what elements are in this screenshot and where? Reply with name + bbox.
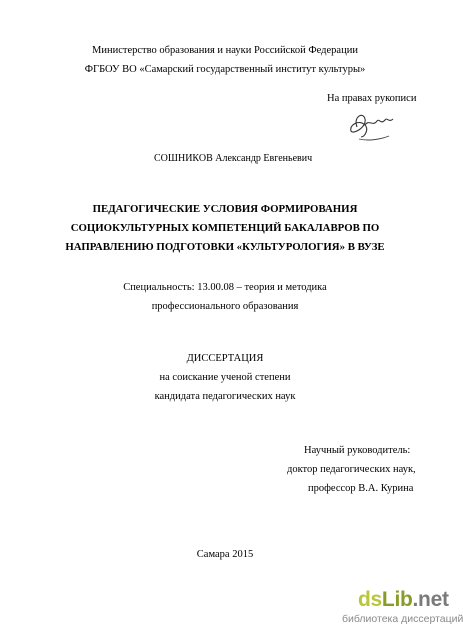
supervisor-degree: доктор педагогических наук, — [287, 464, 416, 475]
supervisor-label: Научный руководитель: — [304, 445, 411, 456]
logo-part-net: .net — [412, 588, 449, 611]
dissertation-heading: ДИССЕРТАЦИЯ — [186, 353, 264, 364]
watermark-subtitle: библиотека диссертаций — [342, 613, 463, 625]
dissertation-line-2: кандидата педагогических наук — [154, 391, 296, 402]
ministry-line: Министерство образования и науки Российской Федерации — [92, 45, 358, 56]
title-line-1: ПЕДАГОГИЧЕСКИЕ УСЛОВИЯ ФОРМИРОВАНИЯ — [92, 203, 358, 215]
manuscript-note: На правах рукописи — [327, 93, 417, 104]
title-line-2: СОЦИОКУЛЬТУРНЫХ КОМПЕТЕНЦИЙ БАКАЛАВРОВ ПО — [70, 222, 380, 234]
title-line-3: НАПРАВЛЕНИЮ ПОДГОТОВКИ «КУЛЬТУРОЛОГИЯ» В ВУЗЕ — [65, 241, 385, 253]
signature-icon — [343, 105, 399, 145]
dslib-logo — [358, 588, 449, 612]
dslib-watermark — [338, 588, 463, 632]
logo-part-ds: ds — [358, 588, 382, 611]
institution-line: ФГБОУ ВО «Самарский государственный институт культуры» — [84, 64, 366, 75]
logo-part-lib: Lib — [381, 588, 413, 611]
place-year: Самара 2015 — [196, 549, 254, 560]
author-name: СОШНИКОВ Александр Евгеньевич — [154, 153, 313, 164]
specialty-line-2: профессионального образования — [151, 301, 299, 312]
dissertation-line-1: на соискание ученой степени — [159, 372, 291, 383]
supervisor-name: профессор В.А. Курина — [308, 483, 414, 494]
specialty-line-1: Специальность: 13.00.08 – теория и методика — [123, 282, 327, 293]
